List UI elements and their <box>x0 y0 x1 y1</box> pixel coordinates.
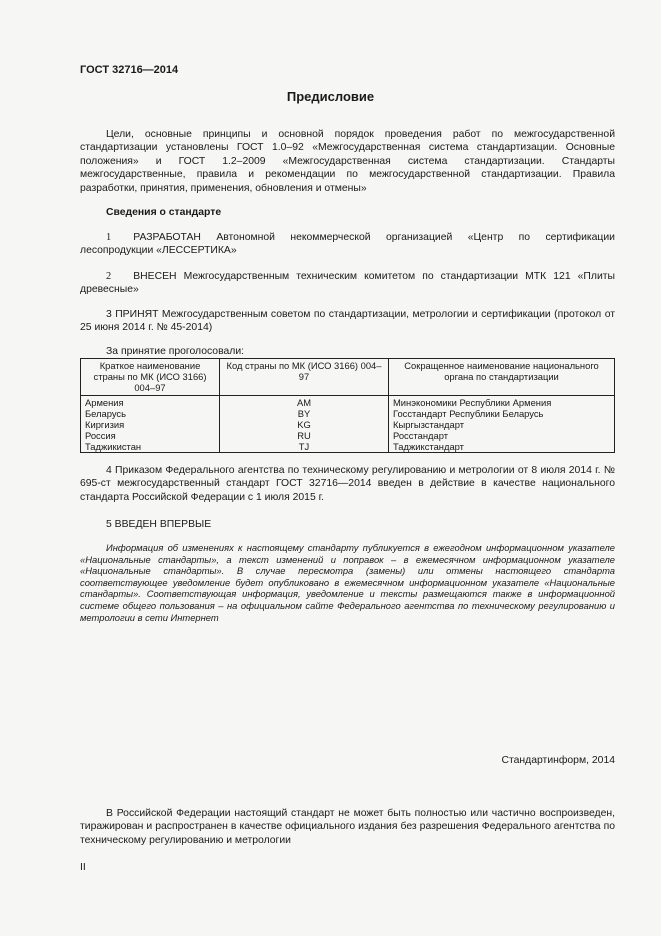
table-cell: TJ <box>298 441 310 452</box>
table-cell: Беларусь <box>85 408 127 419</box>
table-column-codes <box>220 396 389 453</box>
table-cell: Россия <box>85 430 116 441</box>
item-1-paragraph <box>80 231 615 258</box>
page-number: II <box>80 862 86 873</box>
table-cell: Минэкономики Республики Армения <box>393 397 552 408</box>
voting-table <box>80 358 615 453</box>
document-header: ГОСТ 32716—2014 <box>80 64 179 76</box>
table-cell: Киргизия <box>85 419 125 430</box>
table-cell: Таджикстандарт <box>393 441 464 452</box>
table-cell: AM <box>296 397 312 408</box>
item-4-paragraph: 4 Приказом Федерального агентства по техническому регулированию и метрологии от 8 июля 2014 г. № 695-ст межгосударственный стандарт ГОСТ 32716—2014 введен в действие в качестве национального стандарта Российской Федерации с 1 июля 2015 г. <box>80 465 615 503</box>
table-cell: Таджикистан <box>85 441 142 452</box>
table-header-row <box>81 359 615 396</box>
table-cell: Росстандарт <box>393 430 448 441</box>
table-cell: Госстандарт Республики Беларусь <box>393 408 544 419</box>
table-header-country: Краткое наименование страны по МК (ИСО 3166) 004–97 <box>81 359 220 396</box>
item-2-number: 2 <box>106 271 112 282</box>
table-column-countries <box>81 396 220 453</box>
table-header-code: Код страны по МК (ИСО 3166) 004–97 <box>220 359 389 396</box>
table-cell: Армения <box>85 397 124 408</box>
publisher-line: Стандартинформ, 2014 <box>501 755 615 766</box>
item-5-paragraph: 5 ВВЕДЕН ВПЕРВЫЕ <box>106 519 212 530</box>
item-2-text: ВНЕСЕН Межгосударственным техническим комитетом по стандартизации МТК 121 «Плиты древесные» <box>80 271 615 296</box>
table-cell: RU <box>297 430 311 441</box>
table-cell: BY <box>297 408 311 419</box>
info-note: Информация об изменениях к настоящему стандарту публикуется в ежегодном информационном указателе «Национальные стандарты», а текст изменений и поправок – в ежемесячном информационном указателе «Национальные стандарты». В случае пересмотра (замены) или отмены настоящего стандарта соответствующее уведомление будет опубликовано в ежемесячном информационном указателе «Национальные стандарты». Соответствующая информация, уведомление и тексты размещаются также в информационной системе общего пользования – на официальном сайте Федерального агентства по техническому регулированию и метрологии в сети Интернет <box>80 542 615 623</box>
section-heading: Сведения о стандарте <box>106 207 222 218</box>
table-body-row <box>81 396 615 453</box>
table-column-organizations <box>389 396 615 453</box>
table-cell: KG <box>297 419 311 430</box>
voted-label: За принятие проголосовали: <box>106 346 245 357</box>
table-header-organization: Сокращенное наименование национального органа по стандартизации <box>389 359 615 396</box>
page-title: Предисловие <box>286 89 375 104</box>
item-3-paragraph: 3 ПРИНЯТ Межгосударственным советом по стандартизации, метрологии и сертификации (протокол от 25 июня 2014 г. № 45-2014) <box>80 309 615 334</box>
table-cell: Кыргызстандарт <box>393 419 465 430</box>
item-1-number: 1 <box>106 232 112 243</box>
intro-paragraph: Цели, основные принципы и основной порядок проведения работ по межгосударственной стандартизации установлены ГОСТ 1.0–92 «Межгосударственная система стандартизации. Основные положения» и ГОСТ 1.2–2009 «Межгосударственная система стандартизации. Стандарты межгосударственные, правила и рекомендации по межгосударственной стандартизации. Правила разработки, принятия, применения, обновления и отмены» <box>80 129 615 194</box>
item-1-text: РАЗРАБОТАН Автономной некоммерческой организацией «Центр по сертификации лесопродукции «ЛЕССЕРТИКА» <box>80 232 615 257</box>
copyright-paragraph: В Российской Федерации настоящий стандарт не может быть полностью или частично воспроизведен, тиражирован и распространен в качестве официального издания без разрешения Федерального агентства по техническому регулированию и метрологии <box>80 808 615 846</box>
item-2-paragraph <box>80 270 615 297</box>
